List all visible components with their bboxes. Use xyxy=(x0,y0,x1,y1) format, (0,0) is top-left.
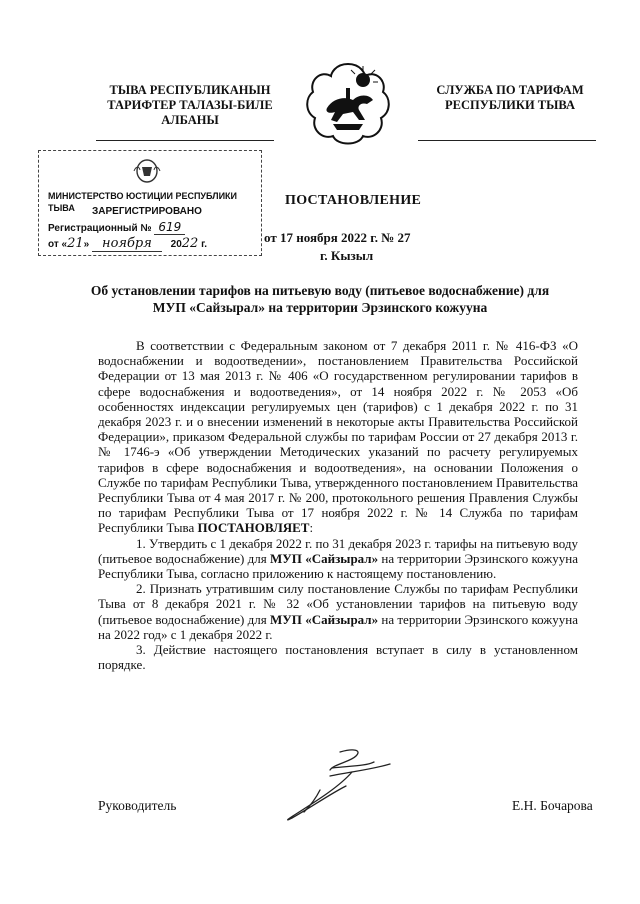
issuer-name-tuvan xyxy=(95,83,285,128)
stamp-date-line xyxy=(48,238,258,251)
issuer-line: РЕСПУБЛИКИ ТЫВА xyxy=(445,98,575,112)
body-item-1-org: МУП «Сайзырал» xyxy=(270,550,379,566)
tuva-emblem-icon xyxy=(303,58,393,148)
stamp-year-end: г. xyxy=(201,239,208,250)
body-item-2-org: МУП «Сайзырал» xyxy=(270,611,379,627)
stamp-reg-label: Регистрационный № xyxy=(48,223,152,234)
body-item-1-rest: на территории Эрзинского кожууна Республики Тыва, согласно приложению к настоящему постановлению. xyxy=(98,550,579,582)
document-date: от 17 ноября 2022 г. № 27 xyxy=(264,230,411,245)
header-rule-right xyxy=(418,140,596,141)
stamp-reg-line xyxy=(48,221,258,235)
stamp-day: 21 xyxy=(67,236,84,251)
body-item-1 xyxy=(98,536,578,582)
stamp-reg-number: 619 xyxy=(154,220,185,235)
body-item-2-text: 2. Признать утратившим силу постановление Службы по тарифам Республики Тыва от 8 декабря 2021 г. № 32 «Об установлении тарифов на питьевую воду (питьевое водоснабжение) для xyxy=(98,581,578,627)
issuer-name-russian xyxy=(420,83,600,113)
stamp-ministry: МИНИСТЕРСТВО ЮСТИЦИИ РЕСПУБЛИКИ ТЫВА xyxy=(48,191,238,213)
body-item-1-text: 1. Утвердить с 1 декабря 2022 г. по 31 декабря 2023 г. тарифы на питьевую воду (питьевое водоснабжение) для xyxy=(98,535,578,566)
body-decree-word: ПОСТАНОВЛЯЕТ xyxy=(197,520,310,536)
document-title: ПОСТАНОВЛЕНИЕ xyxy=(285,193,422,208)
signatory-position: Руководитель xyxy=(98,798,177,813)
issuer-line: СЛУЖБА ПО ТАРИФАМ xyxy=(436,83,584,97)
stamp-date-mid: » xyxy=(83,239,90,250)
header-rule-left xyxy=(96,140,274,141)
stamp-date-prefix: от « xyxy=(48,239,68,250)
handwritten-signature xyxy=(270,742,400,832)
body-intro xyxy=(98,338,578,536)
body-item-2-rest: на территории Эрзинского кожууна на 2022 год» с 1 декабря 2022 г. xyxy=(98,611,579,642)
signatory-name: Е.Н. Бочарова xyxy=(512,798,593,813)
stamp-registered: ЗАРЕГИСТРИРОВАНО xyxy=(92,206,202,217)
body-decree-colon: : xyxy=(309,520,314,536)
stamp-year-suffix: 22 xyxy=(181,236,199,251)
document-subject: Об установлении тарифов на питьевую воду (питьевое водоснабжение) для МУП «Сайзырал» на территории Эрзинского кожууна xyxy=(90,283,550,315)
stamp-month: ноября xyxy=(92,236,162,252)
body-intro-text: В соответствии с Федеральным законом от 7 декабря 2011 г. № 416-ФЗ «О водоснабжении и водоотведении», постановлением Правительства Российской Федерации от 13 мая 2013 г. № 406 «О государственном регулировании тарифов в сфере водоснабжения и водоотведения», от 14 ноября 2022 г. № 2053 «Об особенностях индексации регулируемых цен (тарифов) с 1 декабря 2022 г. по 31 декабря 2023 г. и о внесении изменений в некоторые акты Правительства Российской Федерации», приказом Федеральной службы по тарифам России от 27 декабря 2013 г. № 1746-э «Об утверждении Методических указаний по расчету регулируемых тарифов в сфере водоснабжения и водоотведения», на основании Положения о Службе по тарифам Республики Тыва, утвержденного постановлением Правительства Республики Тыва от 4 мая 2017 г. № 200, протокольного решения Правления Службы по тарифам Республики Тыва от 17 ноября 2022 г. № 14 Служба по тарифам Республики Тыва xyxy=(98,338,578,536)
stamp-year-prefix: 20 xyxy=(170,239,182,250)
stamp-emblem-icon xyxy=(132,158,162,184)
issuer-line: АЛБАНЫ xyxy=(161,113,219,127)
body-item-3: 3. Действие настоящего постановления вступает в силу в установленном порядке. xyxy=(98,642,578,673)
issuer-line: ТЫВА РЕСПУБЛИКАНЫН xyxy=(109,83,271,97)
body-item-2 xyxy=(98,581,578,642)
document-body xyxy=(98,338,578,672)
document-city: г. Кызыл xyxy=(320,248,374,263)
issuer-line: ТАРИФТЕР ТАЛАЗЫ-БИЛЕ xyxy=(107,98,273,112)
